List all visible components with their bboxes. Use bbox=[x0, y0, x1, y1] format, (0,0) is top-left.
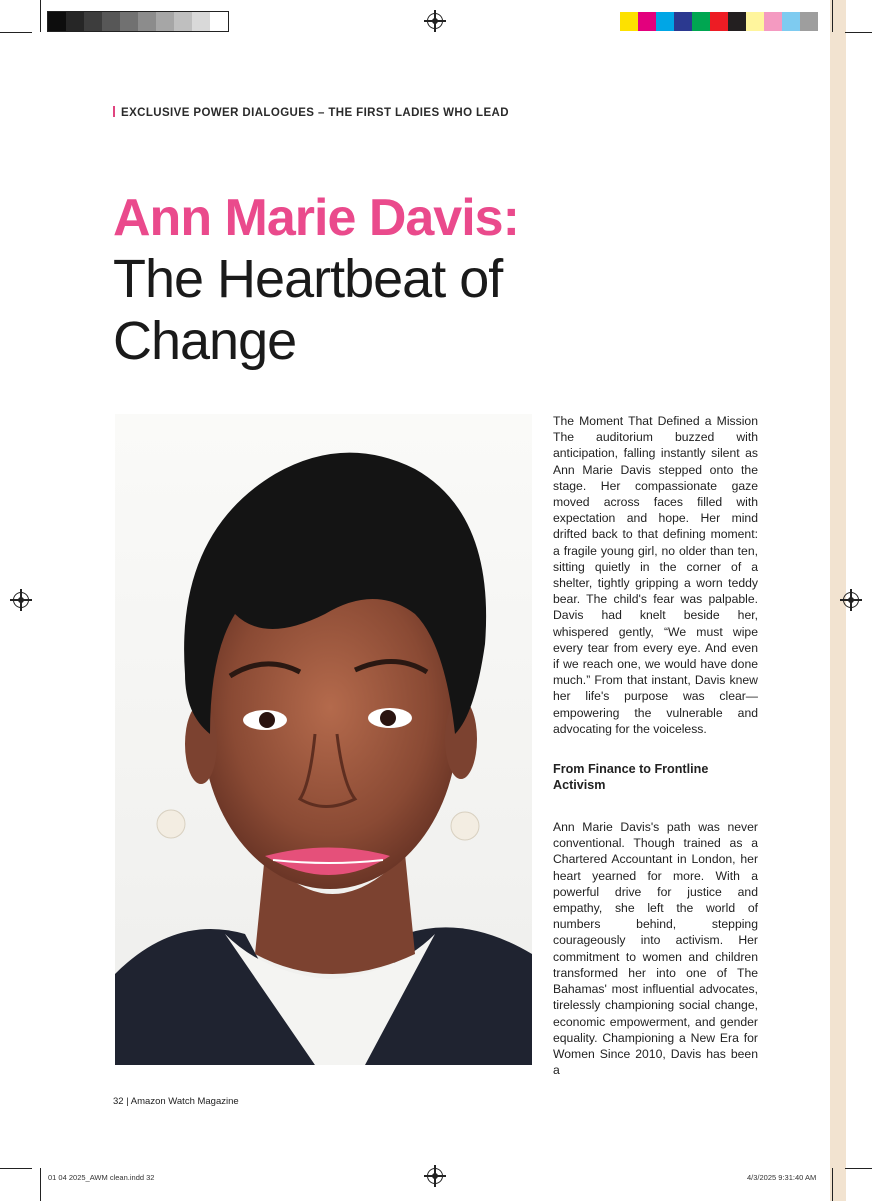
portrait-photo bbox=[115, 414, 532, 1065]
color-swatch bbox=[746, 12, 764, 31]
article-subheading: From Finance to Frontline Activism bbox=[553, 762, 709, 793]
gray-swatch-bar bbox=[48, 12, 228, 31]
crop-mark bbox=[0, 32, 32, 33]
color-swatch bbox=[638, 12, 656, 31]
color-swatch bbox=[800, 12, 818, 31]
color-swatch bbox=[84, 12, 102, 31]
crop-mark bbox=[0, 1168, 32, 1169]
slug-left: 01 04 2025_AWM clean.indd 32 bbox=[48, 1173, 155, 1182]
crop-mark bbox=[845, 1168, 872, 1169]
registration-mark-icon bbox=[427, 1168, 443, 1184]
color-swatch bbox=[764, 12, 782, 31]
color-swatch bbox=[782, 12, 800, 31]
color-swatch-bar bbox=[620, 12, 818, 31]
color-swatch bbox=[48, 12, 66, 31]
crop-mark bbox=[832, 1168, 833, 1201]
section-label-bar bbox=[113, 106, 115, 117]
article-column bbox=[553, 413, 758, 1078]
section-label-text: EXCLUSIVE POWER DIALOGUES – THE FIRST LADIES WHO LEAD bbox=[121, 107, 509, 119]
color-swatch bbox=[692, 12, 710, 31]
color-swatch bbox=[156, 12, 174, 31]
crop-mark bbox=[40, 0, 41, 32]
registration-mark-icon bbox=[427, 13, 443, 29]
slug-right: 4/3/2025 9:31:40 AM bbox=[747, 1173, 817, 1182]
registration-mark-icon bbox=[13, 592, 29, 608]
title-line-2: The Heartbeat of bbox=[113, 249, 503, 309]
title-line-3: Change bbox=[113, 311, 297, 371]
color-swatch bbox=[674, 12, 692, 31]
article-body: Ann Marie Davis's path was never conventional. Though trained as a Chartered Accountant in London, her heart yearned for more. With a powerful drive for justice and empathy, she left the world of numbers behind, stepping courageously into activism. Her commitment to women and children transformed her into one of The Bahamas' most influential advocates, tirelessly championing social change, economic empowerment, and gender equality. Championing a New Era for Women Since 2010, Davis has been a bbox=[553, 820, 758, 1078]
article-title-name: Ann Marie Davis: bbox=[113, 189, 519, 247]
portrait-illustration bbox=[115, 414, 532, 1065]
color-swatch bbox=[710, 12, 728, 31]
color-swatch bbox=[192, 12, 210, 31]
color-swatch bbox=[210, 12, 228, 31]
color-swatch bbox=[174, 12, 192, 31]
color-swatch bbox=[102, 12, 120, 31]
crop-mark bbox=[40, 1168, 41, 1201]
article-intro: The Moment That Defined a Mission The auditorium buzzed with anticipation, falling instantly silent as Ann Marie Davis stepped onto the stage. Her compassionate gaze moved across faces filled with expectation and hope. Her mind drifted back to that defining moment: a fragile young girl, no older than ten, sitting quietly in the corner of a shelter, tightly gripping a worn teddy bear. The child's fear was palpable. Davis had knelt beside her, whispered gently, “We must wipe every tear from every eye. And even if we reach one, we would have done much.” From that instant, Davis knew her life's purpose was clear—empowering the vulnerable and advocating for the voiceless. bbox=[553, 414, 758, 736]
color-swatch bbox=[66, 12, 84, 31]
color-swatch bbox=[120, 12, 138, 31]
color-swatch bbox=[138, 12, 156, 31]
crop-mark bbox=[845, 32, 872, 33]
crop-mark bbox=[832, 0, 833, 32]
registration-mark-icon bbox=[843, 592, 859, 608]
color-swatch bbox=[728, 12, 746, 31]
section-label bbox=[113, 106, 509, 119]
color-swatch bbox=[656, 12, 674, 31]
color-swatch bbox=[620, 12, 638, 31]
page-footer: 32 | Amazon Watch Magazine bbox=[113, 1096, 239, 1107]
article-title-subtitle bbox=[113, 248, 653, 372]
